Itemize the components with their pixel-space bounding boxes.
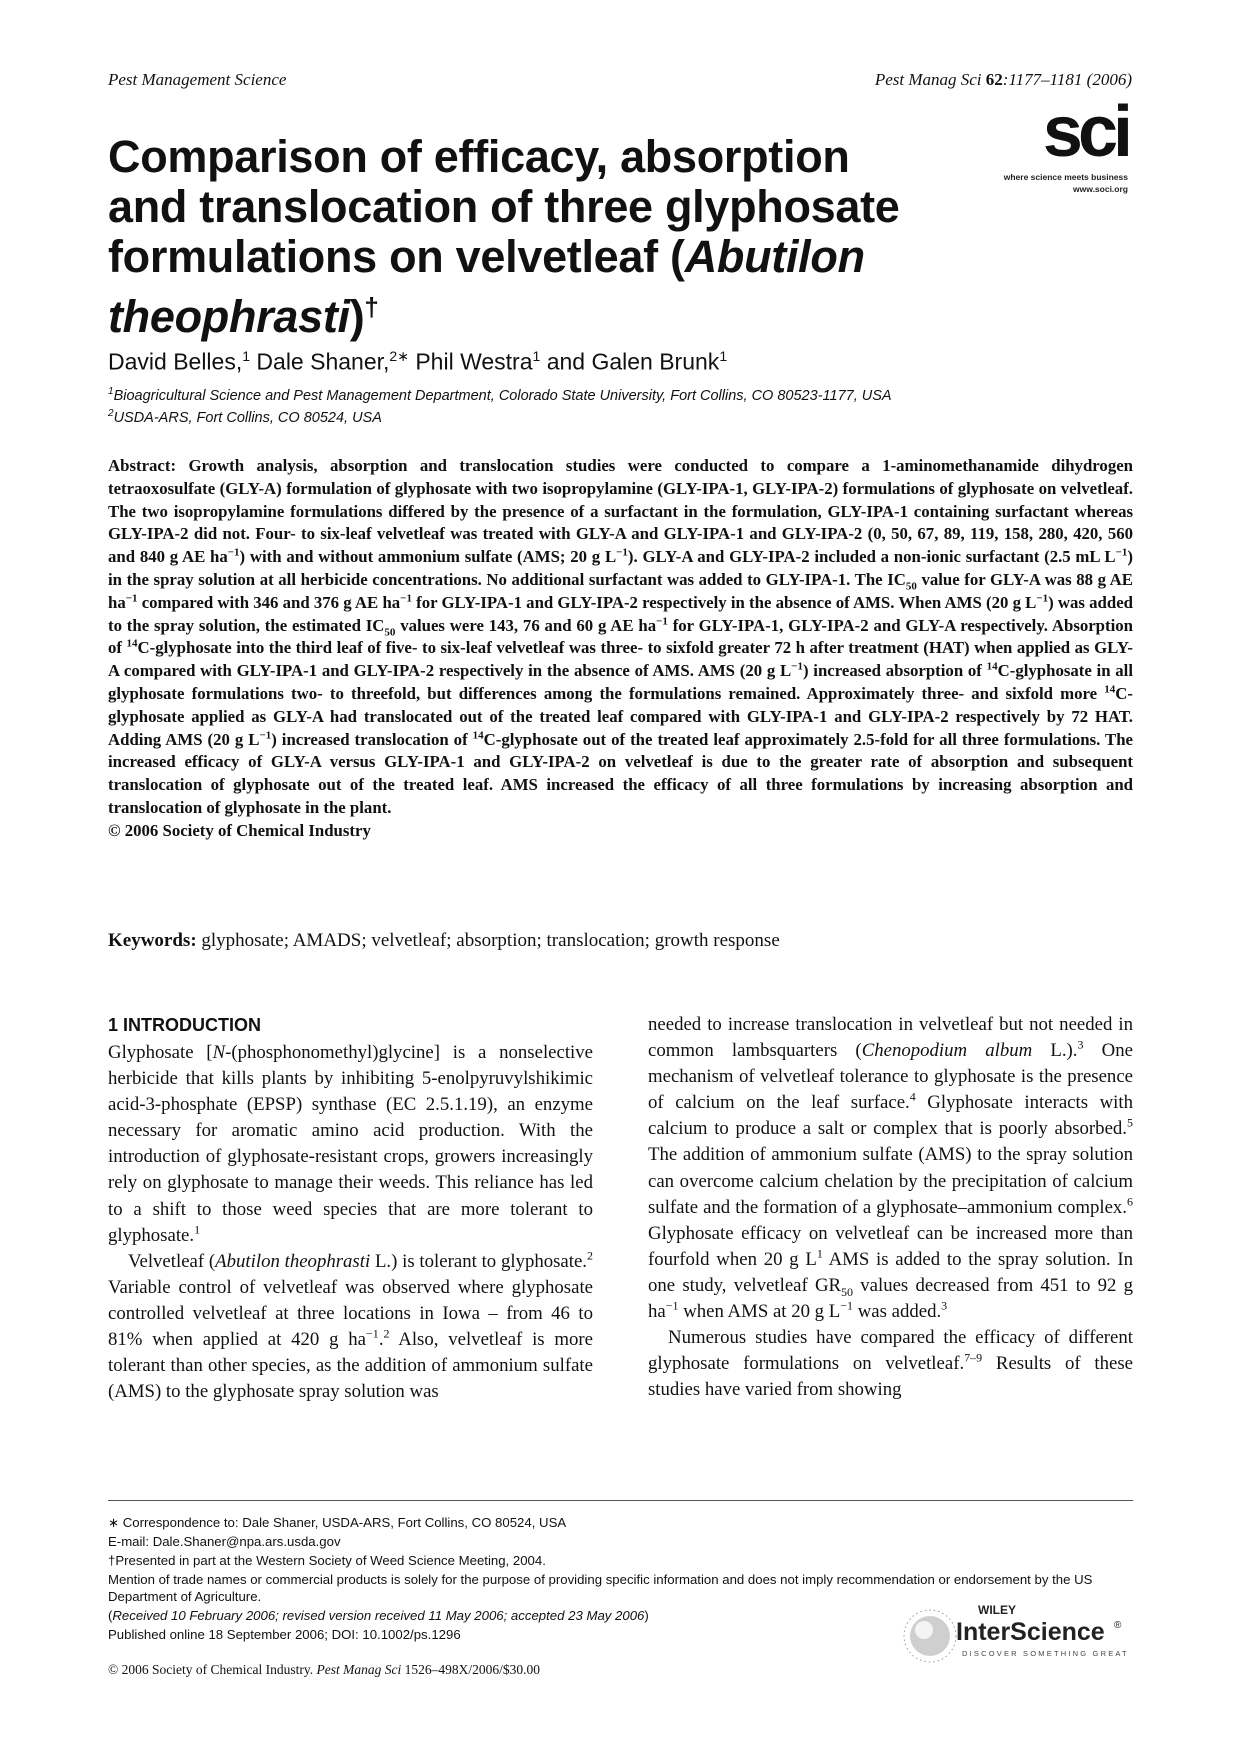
title-species-genus: Abutilon [684, 231, 865, 282]
paragraph: Velvetleaf (Abutilon theophrasti L.) is tolerant to glyphosate.$^2$ Variable control of velvetleaf was observed where glyphosate controlled velvetleaf at three locations in Iowa – from 46 to 81% when applied at 420 g $ha^{-1}.^2$ Also, velvetleaf is more tolerant than other species, as the addition of ammonium sulfate (AMS) to the glyphosate spray solution was [108, 1248, 594, 1403]
title-line: formulations on velvetleaf ( [108, 231, 685, 282]
paragraph: needed to increase translocation in velvetleaf but not needed in common lambsquarters (Chenopodium album L.).$^3$ One mechanism of velvetleaf tolerance to glyphosate is the presence of calcium on the leaf surface.$^4$ Glyphosate interacts with calcium to produce a salt or complex that is poorly absorbed.$^5$ The addition of ammonium sulfate (AMS) to the spray solution can overcome calcium chelation by the precipitation of calcium sulfate and the formation of a glyphosate–ammonium complex.$^6$ Glyphosate efficacy on velvetleaf can be increased more than fourfold when 20 g $L^1$ AMS is added to the spray solution. In one study, velvetleaf $GR_{50}$ values decreased from 451 to 92 g $ha^{-1}$ when AMS at 20 g $L^{-1}$ was added.$^3$ [648, 1014, 1133, 1323]
footnote-email[interactable]: E-mail: Dale.Shaner@npa.ars.usda.gov [108, 1534, 341, 1549]
footnote-disclaimer: Mention of trade names or commercial products is solely for the purpose of providing specific information and does not imply recommendation or endorsement by the US Department of Agriculture. [108, 1572, 1093, 1604]
wiley-tagline: DISCOVER SOMETHING GREAT [962, 1649, 1129, 1658]
affiliation-2: $^2$USDA-ARS, Fort Collins, CO 80524, USA [108, 408, 382, 426]
footnote-published-doi[interactable]: Published online 18 September 2006; DOI: 10.1002/ps.1296 [108, 1627, 461, 1642]
author-name: Dale Shaner, [256, 348, 390, 375]
sci-logo-url: www.soci.org [1073, 184, 1128, 194]
affiliation-1: $^1$Bioagricultural Science and Pest Management Department, Colorado State University, Fort Collins, CO 80523-1177, USA [108, 386, 892, 404]
interscience-wordmark: InterScience [956, 1618, 1105, 1646]
globe-icon [904, 1610, 956, 1662]
footnote-presented: †Presented in part at the Western Society of Weed Science Meeting, 2004. [108, 1553, 546, 1568]
abstract: Abstract: Growth analysis, absorption and translocation studies were conducted to compare a 1-aminomethanamide dihydrogen tetraoxosulfate (GLY-A) formulation of glyphosate with two isopropylamine (GLY-IPA-1, GLY-IPA-2) formulations of glyphosate on velvetleaf. The two isopropylamine formulations differed by the presence of a surfactant in the formulation, GLY-IPA-1 containing surfactant whereas GLY-IPA-2 did not. Four- to six-leaf velvetleaf was treated with GLY-A and GLY-IPA-1 and GLY-IPA-2 (0, 50, 67, 89, 119, 158, 280, 420, 560 and 840 g AE $ha^{-1}$) with and without ammonium sulfate (AMS; 20 g $L^{-1}$). GLY-A and GLY-IPA-2 included a non-ionic surfactant (2.5 mL $L^{-1}$) in the spray solution at all herbicide concentrations. No additional surfactant was added to GLY-IPA-1. The $IC_{50}$ value for GLY-A was 88 g AE $ha^{-1}$ compared with 346 and 376 g AE $ha^{-1}$ for GLY-IPA-1 and GLY-IPA-2 respectively in the absence of AMS. When AMS (20 g $L^{-1}$) was added to the spray solution, the estimated $IC_{50}$ values were 143, 76 and 60 g AE $ha^{-1}$ for GLY-IPA-1, GLY-IPA-2 and GLY-A respectively. Absorption of $^{14}$C-glyphosate into the third leaf of five- to six-leaf velvetleaf was three- to sixfold greater 72 h after treatment (HAT) when applied as GLY-A compared with GLY-IPA-1 and GLY-IPA-2 respectively in the absence of AMS. AMS (20 g $L^{-1}$) increased absorption of $^{14}$C-glyphosate in all glyphosate formulations two- to threefold, but differences among the formulations remained. Approximately three- and sixfold more $^{14}$C-glyphosate applied as GLY-A had translocated out of the treated leaf compared with GLY-IPA-1 and GLY-IPA-2 respectively by 72 HAT. Adding AMS (20 g $L^{-1}$) increased translocation of $^{14}$C-glyphosate out of the treated leaf approximately 2.5-fold for all three formulations. The increased efficacy of GLY-A versus GLY-IPA-1 and GLY-IPA-2 on velvetleaf is due to the greater rate of absorption and subsequent translocation of glyphosate out of the treated leaf. AMS increased the efficacy of all three formulations by increasing absorption and translocation of glyphosate in the plant. © 2006 Society of Chemical Industry [108, 456, 1134, 840]
title-line: and translocation of three glyphosate [108, 181, 900, 232]
paragraph: Glyphosate [N-(phosphonomethyl)glycine] is a nonselective herbicide that kills plants by inhibiting 5-enolpyruvylshikimic acid-3-phosphate (EPSP) synthase (EC 2.5.1.19), an enzyme necessary for aromatic amino acid production. With the introduction of glyphosate-resistant crops, growers increasingly rely on glyphosate to manage their weeds. This reliance has led to a shift to those weed species that are more tolerant to glyphosate.$^1$ [108, 1042, 593, 1246]
footnote-divider [108, 1500, 1133, 1501]
body-column-right [648, 1012, 1133, 1403]
body-column-left [108, 1012, 593, 1405]
running-header-journal: Pest Management Science [108, 70, 287, 89]
keywords: Keywords: glyphosate; AMADS; velvetleaf; absorption; translocation; growth response [108, 930, 780, 951]
paragraph: Numerous studies have compared the efficacy of different glyphosate formulations on velvetleaf.$^{7-9}$ Results of these studies have varied from showing [648, 1327, 1133, 1401]
running-header-citation: Pest Manag Sci 62:1177–1181 (2006) [874, 70, 1132, 89]
sci-logo-mark: sci [1042, 96, 1128, 172]
sci-logo-tagline: where science meets business [1003, 172, 1128, 182]
abstract-copyright: © 2006 Society of Chemical Industry [108, 820, 371, 840]
keywords-label: Keywords: [108, 930, 197, 951]
copyright-line: © 2006 Society of Chemical Industry. Pest Manag Sci 1526–498X/2006/$30.00 [108, 1662, 540, 1677]
section-heading-introduction: 1 INTRODUCTION [108, 1015, 261, 1035]
footnote-correspondence: ∗ Correspondence to: Dale Shaner, USDA-ARS, Fort Collins, CO 80524, USA [108, 1515, 567, 1530]
wiley-interscience-logo [900, 1596, 1140, 1672]
title-dagger: † [364, 292, 379, 322]
sci-logo [990, 96, 1130, 206]
article-title: Comparison of efficacy, absorption and translocation of three glyphosate formulations on velvetleaf (Abutilon theophrasti)† [108, 132, 988, 342]
author-list: David Belles,$^1$ Dale Shaner,$^{2∗}$ Phil Westra$^1$ and Galen Brunk$^1$ [108, 348, 728, 375]
title-species-epithet: theophrasti [108, 291, 350, 342]
author-name: Phil Westra [415, 348, 533, 375]
abstract-label: Abstract: [108, 456, 177, 475]
footnote-received-dates: (Received 10 February 2006; revised version received 11 May 2006; accepted 23 May 2006) [108, 1608, 649, 1623]
registered-mark: ® [1114, 1620, 1122, 1631]
author-name: David Belles, [108, 348, 243, 375]
wiley-wordmark: WILEY [978, 1603, 1016, 1617]
author-name: and Galen Brunk [546, 348, 720, 375]
title-line: Comparison of efficacy, absorption [108, 131, 850, 182]
